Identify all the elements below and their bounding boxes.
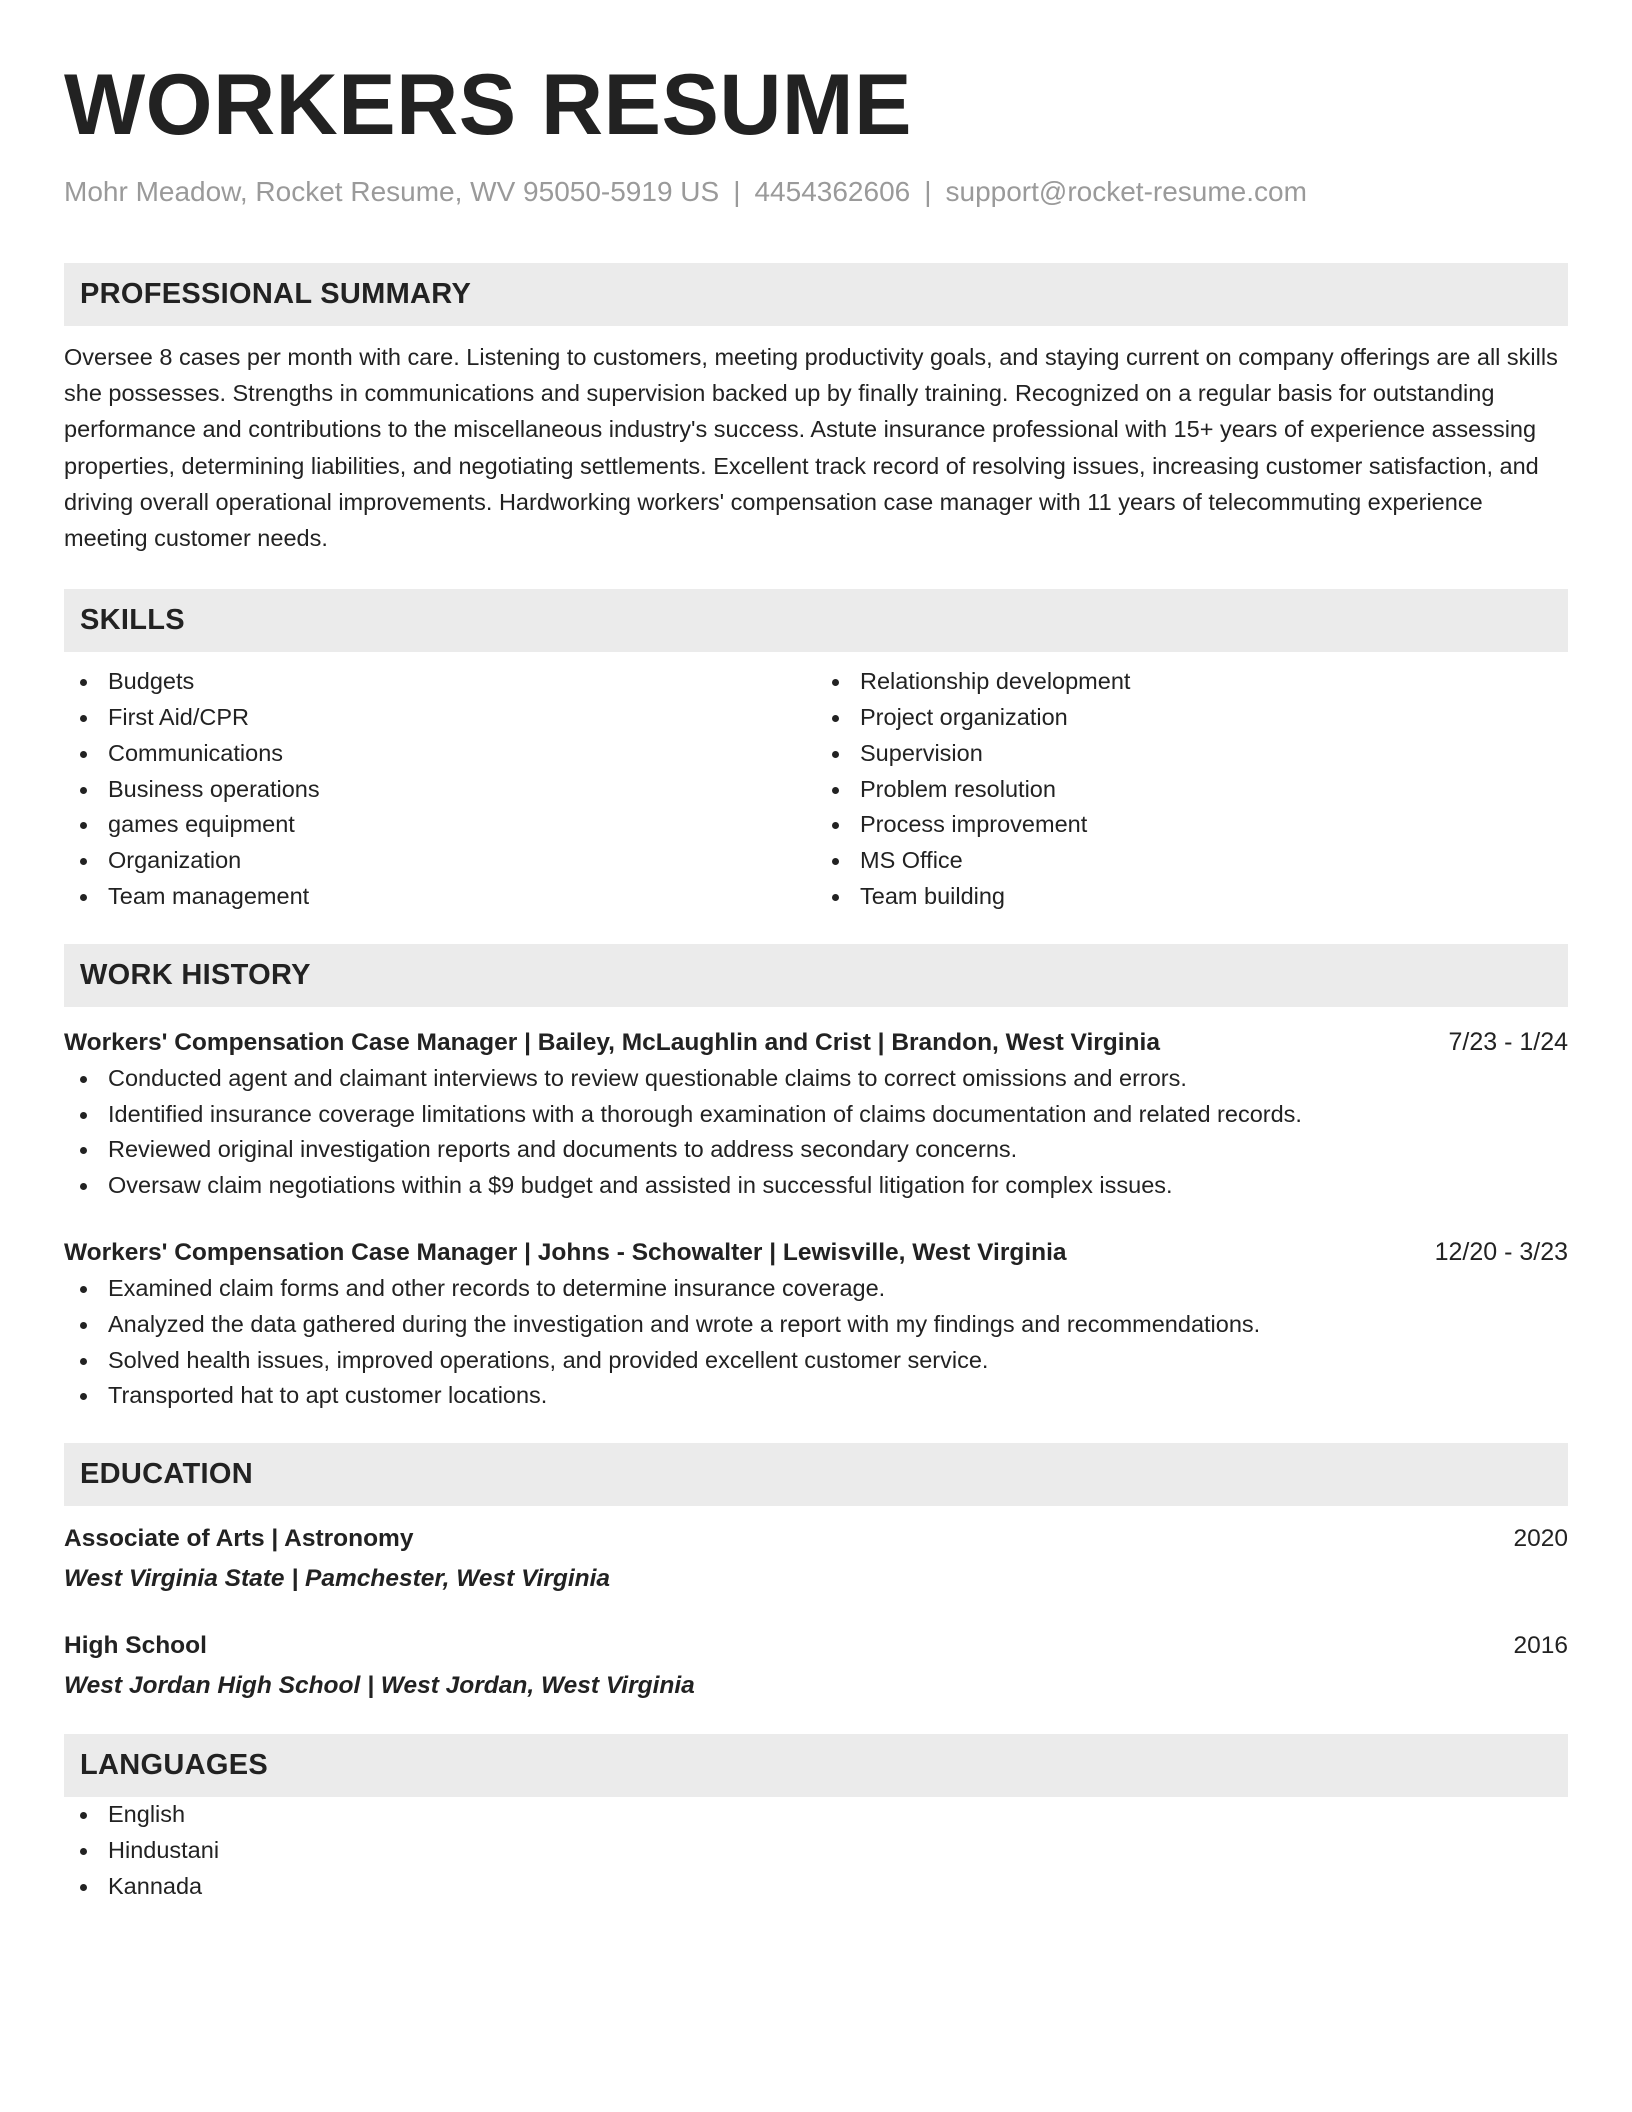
job-title-row	[64, 1234, 1568, 1271]
resume-name: WORKERS RESUME	[64, 57, 912, 153]
job-title: Workers' Compensation Case Manager | Johns - Schowalter | Lewisville, West Virginia	[64, 1238, 1067, 1266]
job-duty: Analyzed the data gathered during the investigation and wrote a report with my findings and recommendations.	[64, 1307, 1568, 1343]
education-heading: EDUCATION	[64, 1443, 1568, 1506]
languages-heading: LANGUAGES	[64, 1734, 1568, 1797]
skill-item: Communications	[64, 736, 816, 772]
skill-item: First Aid/CPR	[64, 700, 816, 736]
contact-phone: 4454362606	[754, 176, 911, 207]
job-dates: 7/23 - 1/24	[1448, 1027, 1568, 1056]
language-item: Kannada	[64, 1869, 1568, 1905]
skill-item: Supervision	[816, 736, 1568, 772]
skill-item: MS Office	[816, 843, 1568, 879]
job-duty: Solved health issues, improved operations, and provided excellent customer service.	[64, 1343, 1568, 1379]
language-item: Hindustani	[64, 1833, 1568, 1869]
job-title: Workers' Compensation Case Manager | Bailey, McLaughlin and Crist | Brandon, West Virginia	[64, 1028, 1160, 1056]
languages-list	[64, 1797, 1568, 1904]
skill-item: Project organization	[816, 700, 1568, 736]
skill-item: Team management	[64, 879, 816, 915]
summary-heading: PROFESSIONAL SUMMARY	[64, 263, 1568, 326]
skill-item: Team building	[816, 879, 1568, 915]
job-entry	[64, 1024, 1568, 1204]
skills-right-list	[816, 664, 1568, 915]
education-entry	[64, 1521, 1568, 1597]
education-degree: High School	[64, 1632, 207, 1660]
job-dates: 12/20 - 3/23	[1434, 1237, 1568, 1266]
skill-item: Organization	[64, 843, 816, 879]
skill-item: Problem resolution	[816, 772, 1568, 808]
contact-email: support@rocket-resume.com	[945, 176, 1307, 207]
skill-item: Business operations	[64, 772, 816, 808]
job-duties-list	[64, 1061, 1568, 1204]
education-school: West Virginia State | Pamchester, West Virginia	[64, 1565, 611, 1593]
contact-address: Mohr Meadow, Rocket Resume, WV 95050-5919 US	[64, 176, 720, 207]
education-year: 2020	[1513, 1525, 1568, 1553]
job-entry	[64, 1234, 1568, 1414]
skill-item: games equipment	[64, 807, 816, 843]
education-row	[64, 1521, 1568, 1557]
education-school: West Jordan High School | West Jordan, West Virginia	[64, 1672, 695, 1700]
job-title-row	[64, 1024, 1568, 1061]
job-duty: Conducted agent and claimant interviews to review questionable claims to correct omissions and errors.	[64, 1061, 1568, 1097]
job-duties-list	[64, 1271, 1568, 1414]
job-duty: Identified insurance coverage limitations with a thorough examination of claims documentation and related records.	[64, 1097, 1568, 1133]
skills-left-list	[64, 664, 816, 915]
summary-text: Oversee 8 cases per month with care. Listening to customers, meeting productivity goals, and staying current on company offerings are all skills she possesses. Strengths in communications and supervision backed up by finally training. Recognized on a regular basis for outstanding performance and contributions to the miscellaneous industry's success. Astute insurance professional with 15+ years of experience assessing properties, determining liabilities, and negotiating settlements. Excellent track record of resolving issues, increasing customer satisfaction, and driving overall operational improvements. Hardworking workers' compensation case manager with 11 years of telecommuting experience meeting customer needs.	[64, 344, 1558, 552]
skill-item: Process improvement	[816, 807, 1568, 843]
skills-heading: SKILLS	[64, 589, 1568, 652]
education-entry	[64, 1628, 1568, 1704]
skills-columns	[64, 664, 1568, 915]
contact-line	[64, 172, 1568, 212]
job-duty: Oversaw claim negotiations within a $9 budget and assisted in successful litigation for complex issues.	[64, 1168, 1568, 1204]
education-degree: Associate of Arts | Astronomy	[64, 1525, 414, 1553]
education-year: 2016	[1513, 1632, 1568, 1660]
contact-separator: |	[733, 176, 741, 207]
skill-item: Relationship development	[816, 664, 1568, 700]
language-item: English	[64, 1797, 1568, 1833]
work-history-heading: WORK HISTORY	[64, 944, 1568, 1007]
job-duty: Reviewed original investigation reports and documents to address secondary concerns.	[64, 1132, 1568, 1168]
job-duty: Transported hat to apt customer locations.	[64, 1378, 1568, 1414]
skill-item: Budgets	[64, 664, 816, 700]
contact-separator: |	[924, 176, 932, 207]
education-row	[64, 1628, 1568, 1664]
job-duty: Examined claim forms and other records to determine insurance coverage.	[64, 1271, 1568, 1307]
